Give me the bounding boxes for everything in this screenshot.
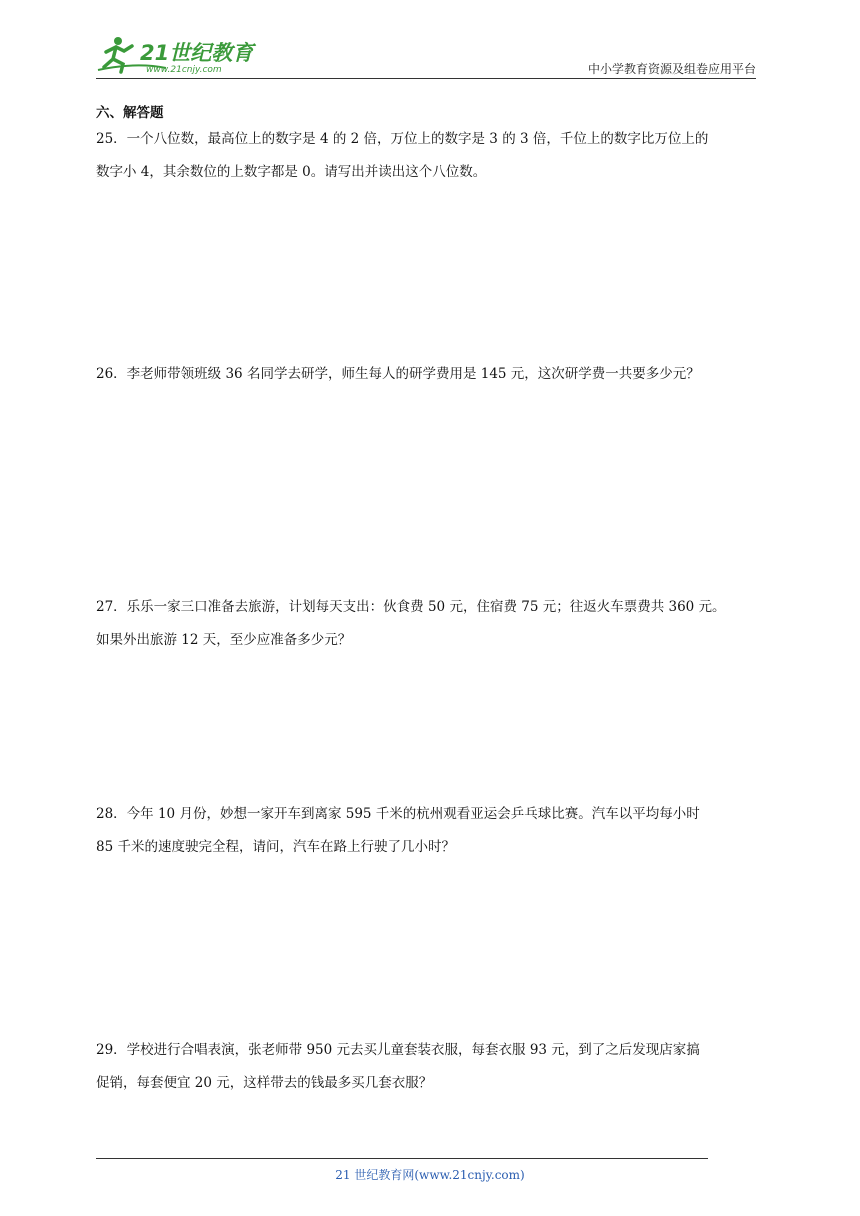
question-line: 29．学校进行合唱表演，张老师带 950 元去买儿童套装衣服，每套衣服 93 元，到了之后发现店家搞 (96, 1042, 700, 1058)
question-line: 85 千米的速度驶完全程，请问，汽车在路上行驶了几小时？ (96, 839, 455, 855)
footer-link[interactable]: 21 世纪教育网(www.21cnjy.com) (335, 1168, 525, 1182)
logo-21cnjy (96, 34, 266, 76)
question-line: 如果外出旅游 12 天，至少应准备多少元？ (96, 632, 352, 648)
question-line: 28．今年 10 月份，妙想一家开车到离家 595 千米的杭州观看亚运会乒乓球比赛。汽车以平均每小时 (96, 806, 700, 822)
header-divider (96, 78, 756, 79)
question-line: 25．一个八位数，最高位上的数字是 4 的 2 倍，万位上的数字是 3 的 3 倍，千位上的数字比万位上的 (96, 131, 709, 147)
question-26 (96, 358, 762, 391)
question-line: 26．李老师带领班级 36 名同学去研学，师生每人的研学费用是 145 元，这次研学费一共要多少元？ (96, 366, 700, 382)
section-title: 六、解答题 (96, 105, 164, 121)
question-28 (96, 798, 762, 864)
question-25 (96, 123, 762, 189)
question-27 (96, 591, 762, 657)
question-29 (96, 1034, 762, 1100)
question-line: 27．乐乐一家三口准备去旅游，计划每天支出：伙食费 50 元，住宿费 75 元；往返火车票费共 360 元。 (96, 599, 726, 615)
page-header (96, 30, 756, 80)
footer-divider (96, 1158, 708, 1159)
question-line: 数字小 4，其余数位的上数字都是 0。请写出并读出这个八位数。 (96, 164, 487, 180)
logo-subtext: www.21cnjy.com (146, 65, 222, 75)
platform-name: 中小学教育资源及组卷应用平台 (587, 62, 756, 76)
question-line: 促销，每套便宜 20 元，这样带去的钱最多买几套衣服？ (96, 1075, 433, 1091)
logo-text: 21世纪教育 (140, 41, 254, 65)
